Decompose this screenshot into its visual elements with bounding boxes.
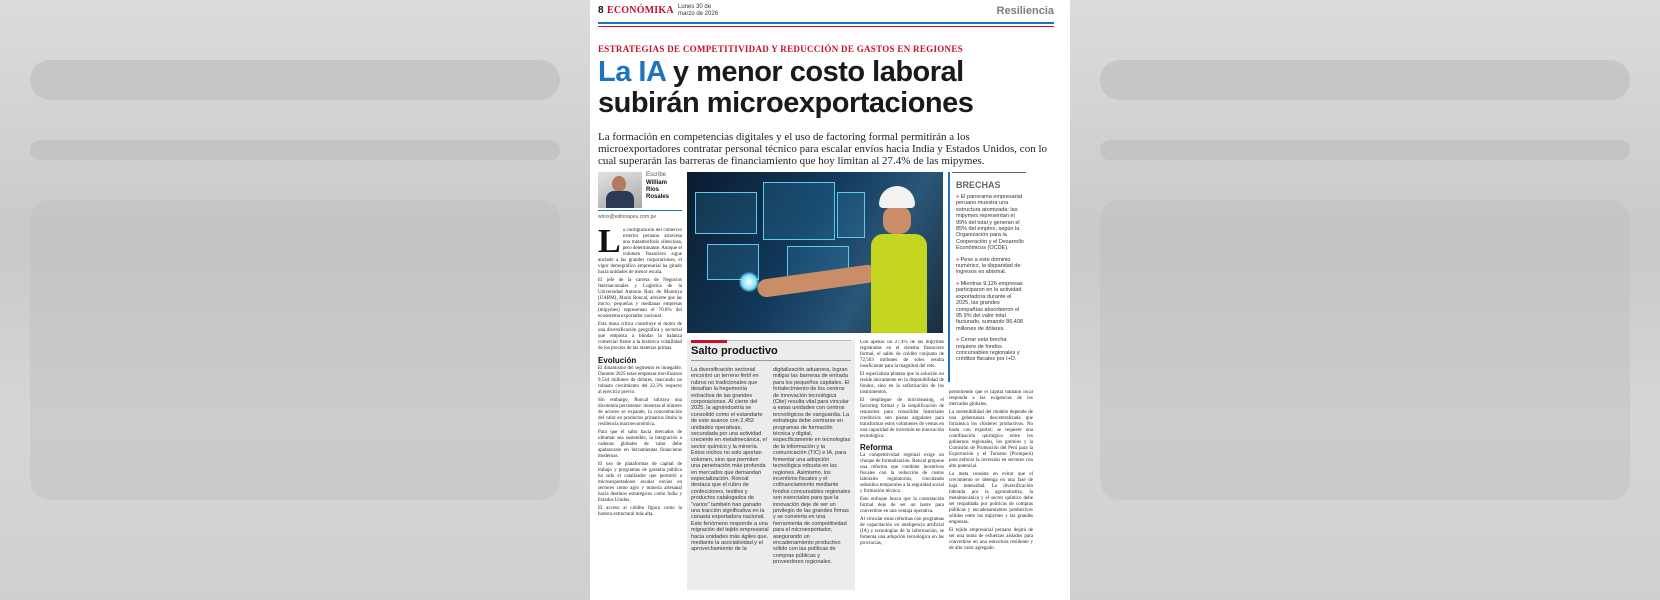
header-rule-blue <box>598 22 1054 24</box>
brand-name: ECONÓMIKA <box>607 5 674 16</box>
paragraph: Para que el salto hacia mercados de ultramar sea sostenible, la integración a cadenas globales de valor debe apalancarse en herramientas financieras modernas. <box>598 430 682 459</box>
article-kicker: ESTRATEGIAS DE COMPETITIVIDAD Y REDUCCIÓN DE GASTOS EN REGIONES <box>598 44 963 54</box>
paragraph: Sin embargo, Roncal subraya una dicotomía persistente: mientras el número de actores se expande, la concentración del valor en productos primarios limita la resiliencia macroeconómica. <box>598 398 682 427</box>
article-deck: La formación en competencias digitales y el uso de factoring formal permitirán a los microexportadores contratar personal técnico para escalar envíos hacia India y Estados Unidos, con lo cual superarán las barreras de financiamiento que hoy limitan al 27.4% de las mipymes. <box>598 131 1047 167</box>
author-email: wrios@editorapeu.com.pe <box>598 214 657 220</box>
bullet-marker: » <box>956 194 960 200</box>
subhead-evolucion: Evolución <box>598 356 637 365</box>
author-label: Escribe <box>646 172 667 178</box>
sidebar-item <box>956 337 1026 363</box>
page-number: 8 <box>598 5 604 16</box>
headline-line-1: y menor costo laboral <box>665 56 964 88</box>
sidebar-item-text: Mientras 9,126 empresas participaron en la actividad exportadora durante el 2025, las grandes compañías absorbieron el 95.9% del valor total facturado, sumando 86,408 millones de dólares. <box>956 280 1023 332</box>
paragraph: permitiendo que el capital humano local responda a las exigencias de los mercados globales. <box>949 390 1033 407</box>
paragraph: Esta masa crítica constituye el motor de una diversificación geográfica y sectorial que empieza a blindar la balanza comercial frente a la histórica volatilidad de los precios de las materias primas. <box>598 322 682 351</box>
bullet-marker: » <box>956 280 960 287</box>
paragraph: Con apenas un 27.4% de las mipymes registradas en el sistema financiero formal, el saldo de crédito conjunto de 72,503 millones de soles resulta insuficiente para la magnitud del reto. <box>860 340 944 369</box>
article-headline <box>598 57 1058 119</box>
sidebar-items <box>956 194 1026 368</box>
paragraph: Al vincular estas reformas con programas de capacitación en inteligencia artificial (IA) y tecnologías de la información, se fomenta una adopción tecnológica en las provincias, <box>860 517 944 546</box>
author-byline <box>598 172 680 212</box>
box-accent-bar <box>691 340 727 343</box>
paragraph: El acceso al crédito figura como la barrera estructural más alta. <box>598 506 682 517</box>
newspaper-page <box>590 0 1070 600</box>
sidebar-item <box>956 194 1026 252</box>
sidebar-item <box>956 281 1026 332</box>
box-column-left: La diversificación sectorial encontró un terreno fértil en rubros no tradicionales que desafían la hegemonía extractiva de las grandes corporaciones. Al cierre del 2025, la agroindustria se consolidó como el estandarte de este avance con 2,452 unidades operativas, secundada por una actividad creciente en metalmecánica, el sector químico y la minería. Estos nichos no solo aportan volumen, sino que permiten una penetración más profunda en mercados que demandan especialización. Roncal destaca que el rubro de confecciones, textiles y productos catalogados de "varios" también han ganado una tracción significativa en la canasta exportadora nacional. Este fenómeno responde a una migración del tejido empresarial hacia unidades más ágiles que, mediante la asociatividad y el aprovechamiento de la <box>691 367 769 553</box>
sidebar-top-rule <box>952 172 1026 173</box>
paragraph: La competitividad regional exige un choque de formalización. Roncal propone una reforma que combine incentivos fiscales con la reducción de costos laborales regulatorios, vinculando subsidios temporales a la seguridad social y formación técnica. <box>860 453 944 494</box>
paragraph: La sostenibilidad del modelo depende de una gobernanza descentralizada que fortalezca los clústeres productivos. No basta con exportar; se requiere una coordinación quirúrgica entre los gobiernos regionales, los gremios y la Comisión de Promoción del Perú para la Exportación y el Turismo (Promperú) para enfocar la inversión en sectores con alto potencial. <box>949 410 1033 469</box>
paragraph: El jefe de la carrera de Negocios Internacionales y Logística de la Universidad Antonio Ruiz de Montoya (UARM), Mario Roncal, advierte que las micro, pequeñas y medianas empresas (mipymes) representan el 70.8% del ecosistema exportador nacional. <box>598 278 682 319</box>
sidebar-item <box>956 257 1026 276</box>
paragraph: El tejido empresarial peruano dejará de ser una suma de esfuerzos aislados para convertirse en una estructura resiliente y de alto valor agregado. <box>949 528 1033 551</box>
bullet-marker: » <box>956 256 960 263</box>
box-top-rule <box>727 340 851 341</box>
article-column-4 <box>949 390 1033 590</box>
box-title: Salto productivo <box>691 345 778 357</box>
page-header <box>598 4 1054 20</box>
sidebar-item-text: Pese a este dominio numérico, la disparidad de ingresos es abismal. <box>956 256 1021 276</box>
paragraph: La meta consiste en evitar que el crecimiento se detenga en una fase de baja intensidad. La diversificación liderada por la agroindustria, la metalmecánica y el sector químico debe ser respaldada por políticas de compras públicas y encadenamientos productivos sólidos entre las mipymes y las grandes empresas. <box>949 472 1033 525</box>
box-column-right: digitalización aduanera, logran mitigar las barreras de entrada para los pequeños capitales. El fortalecimiento de los centros de innovación tecnológica (Cite) resulta vital para vincular a estas unidades con centros tecnológicos de vanguardia. La estrategia debe centrarse en programas de formación técnica y digital, específicamente en tecnologías de la información y la comunicación (TIC) e IA, para fomentar una adopción tecnológica robusta en las regiones. Asimismo, los incentivos fiscales y el cofinanciamiento mediante fondos concursables regionales son esenciales para que la innovación deje de ser un privilegio de las grandes firmas y se convierta en una herramienta de competitividad para el microexportador, asegurando un encadenamiento productivo sólido con las políticas de compras públicas y proveedores regionales. <box>773 367 851 566</box>
sidebar-item-text: El panorama empresarial peruano muestra una estructura atomizada: las mipymes representan el 99% del total y generan el 85% del empleo, según la Organización para la Cooperación y el Desarrollo Económicos (OCDE). <box>956 194 1024 252</box>
author-name: William Ríos Rosales <box>646 180 670 200</box>
sidebar-box-salto-productivo <box>687 340 855 590</box>
paragraph: El especialista plantea que la solución no reside únicamente en la disponibilidad de fondos, sino en la sofisticación de los instrumentos. <box>860 372 944 395</box>
article-photo <box>687 172 943 333</box>
paragraph: El dinamismo del segmento es innegable. Durante 2025 estas empresas movilizaron 9,544 millones de dólares, marcando un robusto crecimiento del 22.3% respecto al ejercicio previo. <box>598 366 682 395</box>
blurred-background-right <box>1070 0 1660 600</box>
headline-line-2: subirán microexportaciones <box>598 87 974 119</box>
sidebar-item-text: Cerrar esta brecha requiere de fondos concursables regionales y créditos fiscales por I+D. <box>956 337 1020 363</box>
paragraph: Este enfoque busca que la contratación formal deje de ser un lastre para convertirse en una ventaja operativa. <box>860 497 944 514</box>
blurred-background-left <box>0 0 590 600</box>
issue-date: Lunes 30 de marzo de 2026 <box>678 4 719 17</box>
sidebar-brechas <box>948 172 1026 382</box>
article-column-3 <box>860 340 944 590</box>
article-column-1 <box>598 228 682 588</box>
bullet-marker: » <box>956 337 960 344</box>
subhead-reforma: Reforma <box>860 443 893 452</box>
paragraph: a configuración del comercio exterior peruano atraviesa una metamorfosis silenciosa, pero determinante. Aunque el volumen financiero sigue anclado a las grandes corporaciones, el vigor demográfico empresarial ha girado hacia unidades de menor escala. <box>598 228 682 275</box>
dropcap: L <box>598 228 621 260</box>
paragraph: El despliegue de microleasing, el factoring formal y la simplificación de requisitos para consolidar historiales crediticios son piezas angulares para transformar estos volúmenes de ventas en una capacidad de inversión en innovación tecnológica. <box>860 398 944 439</box>
headline-highlight: La IA <box>598 56 666 88</box>
section-name: Resiliencia <box>996 5 1054 17</box>
box-title-rule <box>691 360 851 361</box>
byline-rule <box>598 210 682 211</box>
header-rule-red <box>598 26 1054 27</box>
sidebar-title: BRECHAS <box>956 180 1001 190</box>
author-photo <box>598 172 642 208</box>
paragraph: El uso de plataformas de capital de trabajo y programas de garantía pública ha sido el catalizador que permitió a microexportadores escalar envíos en sectores como agro y minería artesanal hacia destinos estratégicos como India y Estados Unidos. <box>598 462 682 503</box>
sidebar-rule <box>948 172 950 382</box>
